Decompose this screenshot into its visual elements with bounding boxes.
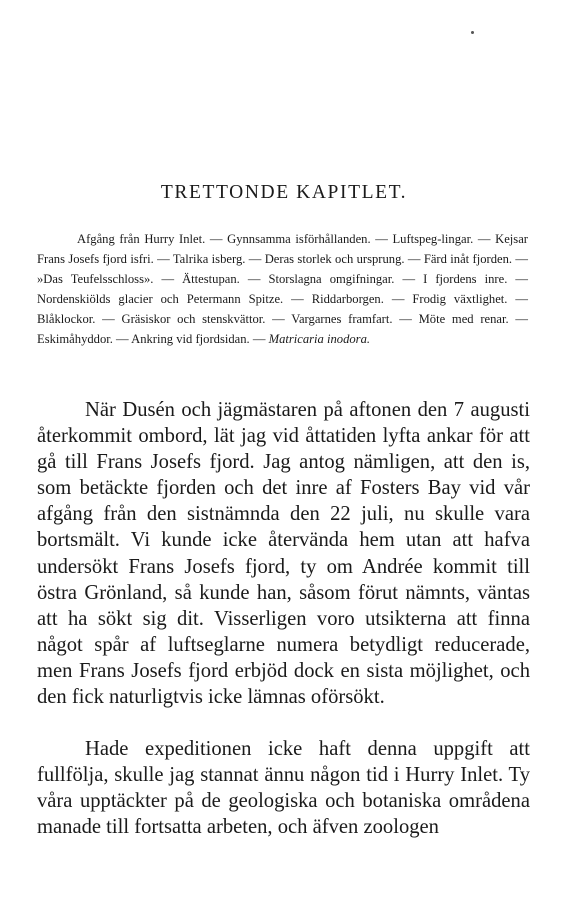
chapter-summary-italic: Matricaria inodora. [268, 332, 371, 347]
body-paragraph-1: När Dusén och jägmästaren på aftonen den 7 augusti återkommit ombord, lät jag vid åttatiden lyfta ankar för att gå till Frans Josefs fjord. Jag antog nämligen, att den is, som betäckte fjorden och det inre af Fosters Bay vid vår afgång från den sistnämnda den 22 juli, nu skulle vara bortsmält. Vi kunde icke återvända hem utan att hafva undersökt Frans Josefs fjord, ty om Andrée kommit till östra Grönland, så kunde han, såsom förut nämnts, väntas att ha sökt sig dit. Visserligen voro utsikterna att finna något spår af luftseglarne numera betydligt reducerade, men Frans Josefs fjord erbjöd dock en sista möjlighet, och den fick naturligtvis icke lämnas oförsökt. [37, 399, 530, 709]
chapter-title: TRETTONDE KAPITLET. [160, 182, 408, 203]
body-paragraph-2: Hade expeditionen icke haft denna uppgift att fullfölja, skulle jag stannat ännu någon tid i Hurry Inlet. Ty våra upptäckter på de geologiska och botaniska områdena manade till fortsatta arbeten, och äfven zoologen [37, 738, 530, 839]
chapter-summary [37, 229, 528, 350]
paper-speck [471, 31, 474, 34]
chapter-summary-text: Afgång från Hurry Inlet. — Gynnsamma isförhållanden. — Luftspeg-lingar. — Kejsar Frans Josefs fjord isfri. — Talrika isberg. — Deras storlek och ursprung. — Färd inåt fjorden. — »Das Teufelsschloss». — Ättestupan. — Storslagna omgifningar. — I fjordens inre. — Nordenskiölds glacier och Petermann Spitze. — Riddarborgen. — Frodig växtlighet. — Blåklockor. — Gräsiskor och stenskvättor. — Vargarnes framfart. — Möte med renar. — Eskimåhyddor. — Ankring vid fjordsidan. — [37, 232, 528, 347]
